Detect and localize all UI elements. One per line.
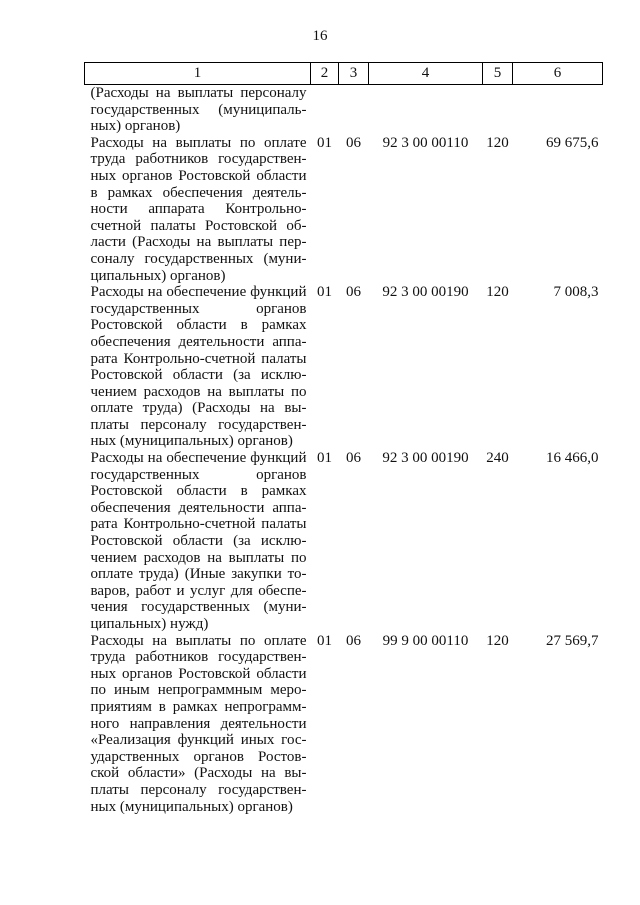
row-expense-type — [483, 85, 513, 135]
table-row — [85, 85, 603, 135]
table-row — [85, 284, 603, 450]
row-target: 92 3 00 00110 — [382, 134, 469, 151]
row-description: Расходы на обеспечение функций государственных органов Ростовской области в рамках обеспечения деятельности аппарата Контрольно-счетной палаты Ростовской области (за исключением расходов на выплаты по оплате труда) (Расходы на выплаты персоналу государственных (муниципальных) органов) — [90, 284, 307, 450]
header-col-5: 5 — [483, 63, 513, 85]
row-section: 01 — [317, 284, 332, 301]
row-subsection: 06 — [346, 632, 361, 649]
row-subsection: 06 — [346, 284, 361, 301]
row-section: 01 — [317, 450, 332, 467]
row-amount: 27 569,7 — [546, 632, 599, 649]
row-amount — [513, 85, 603, 135]
row-target: 99 9 00 00110 — [382, 632, 469, 649]
row-target: 92 3 00 00190 — [382, 450, 469, 467]
header-row — [85, 63, 603, 85]
header-col-3: 3 — [339, 63, 369, 85]
row-subsection: 06 — [346, 134, 361, 151]
table-row — [85, 450, 603, 633]
row-amount: 16 466,0 — [546, 450, 599, 467]
header-col-1: 1 — [85, 63, 311, 85]
page-number: 16 — [312, 28, 328, 44]
row-section — [311, 85, 339, 135]
row-expense-type: 120 — [486, 632, 509, 649]
row-amount: 69 675,6 — [546, 134, 599, 151]
row-expense-type: 120 — [486, 284, 509, 301]
row-amount: 7 008,3 — [553, 284, 599, 301]
budget-table — [84, 62, 603, 815]
row-description: Расходы на выплаты по оплате труда работников государственных органов Ростовской области по иным непрограммным мероприятиям в рамках непрограммного направления деятельности «Реализация функций иных государственных органов Ростовской области» (Расходы на выплаты персоналу государственных (муниципальных) органов) — [90, 632, 307, 815]
row-target: 92 3 00 00190 — [382, 284, 469, 301]
row-description: Расходы на выплаты по оплате труда работников государственных органов Ростовской области в рамках обеспечения деятельности аппарата Контрольно-счетной палаты Ростовской области (Расходы на выплаты персоналу государственных (муниципальных) органов) — [90, 134, 307, 284]
row-expense-type: 240 — [486, 450, 509, 467]
row-section: 01 — [317, 134, 332, 151]
table-row — [85, 633, 603, 816]
row-expense-type: 120 — [486, 134, 509, 151]
header-col-4: 4 — [369, 63, 483, 85]
row-description: Расходы на обеспечение функций государственных органов Ростовской области в рамках обеспечения деятельности аппарата Контрольно-счетной палаты Ростовской области (за исключением расходов на выплаты по оплате труда) (Иные закупки товаров, работ и услуг для обеспечения государственных (муниципальных) нужд) — [90, 450, 307, 632]
header-col-6: 6 — [513, 63, 603, 85]
row-section: 01 — [317, 632, 332, 649]
table-row — [85, 135, 603, 284]
row-subsection — [339, 85, 369, 135]
row-target — [369, 85, 483, 135]
header-col-2: 2 — [311, 63, 339, 85]
row-description: (Расходы на выплаты персоналу государственных (муниципальных) органов) — [90, 85, 307, 135]
row-subsection: 06 — [346, 450, 361, 467]
